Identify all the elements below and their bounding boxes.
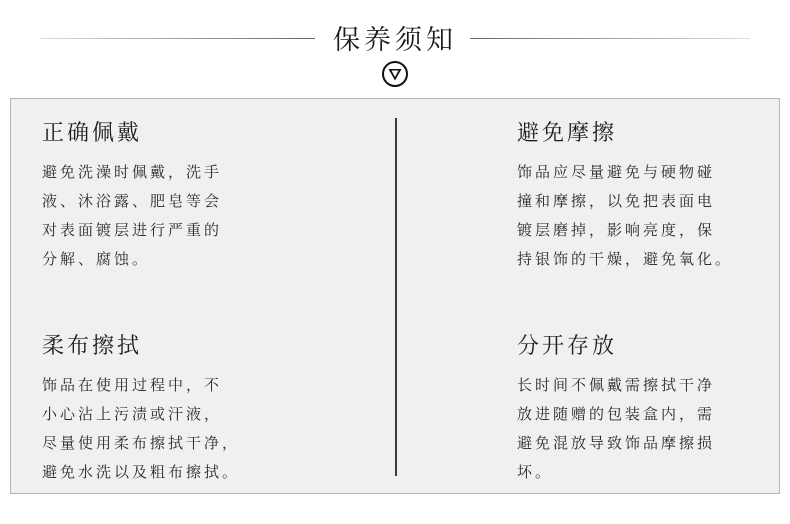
header-rule-right bbox=[470, 38, 750, 39]
section-text: 饰品在使用过程中，不 小心沾上污渍或汗液， 尽量使用柔布擦拭干净， 避免水洗以及粗布擦拭。 bbox=[42, 376, 241, 481]
center-divider bbox=[395, 118, 397, 476]
section-title: 避免摩擦 bbox=[517, 121, 618, 146]
section-text: 饰品应尽量避免与硬物碰 撞和摩擦，以免把表面电 镀层磨掉，影响亮度，保 持银饰的干燥，避免氧化。 bbox=[517, 163, 734, 268]
page-title: 保养须知 bbox=[333, 25, 457, 56]
section-soft-cloth bbox=[42, 333, 362, 487]
chevron-down-circle-icon bbox=[381, 60, 409, 88]
section-avoid-friction bbox=[517, 120, 777, 274]
section-store-separately bbox=[517, 333, 777, 487]
section-wear-correctly bbox=[42, 120, 362, 274]
header-rule-left bbox=[40, 38, 315, 39]
section-text: 避免洗澡时佩戴，洗手 液、沐浴露、肥皂等会 对表面镀层进行严重的 分解、腐蚀。 bbox=[42, 163, 223, 268]
section-text: 长时间不佩戴需擦拭干净 放进随赠的包装盒内，需 避免混放导致饰品摩擦损 坏。 bbox=[517, 376, 716, 481]
section-title: 柔布擦拭 bbox=[42, 334, 143, 359]
section-title: 正确佩戴 bbox=[42, 121, 143, 146]
section-title: 分开存放 bbox=[517, 334, 618, 359]
